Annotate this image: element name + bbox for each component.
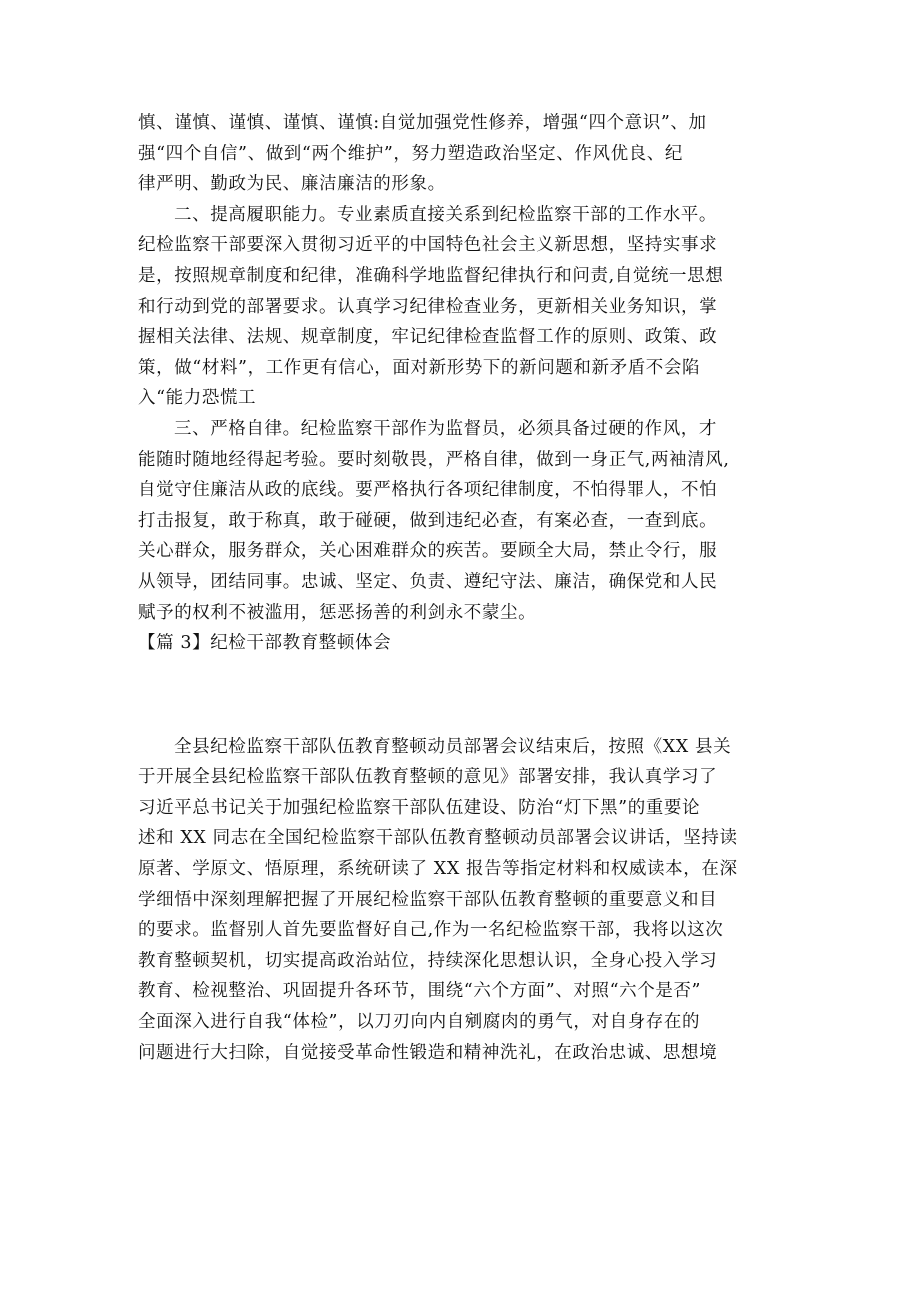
paragraph-improve-ability [138,200,788,414]
section-heading: 【篇 3】纪检干部教育整顿体会 [138,633,392,654]
document-page [138,108,788,1068]
text-line: 的要求。监督别人首先要监督好自己,作为一名纪检监察干部，我将以这次 [138,920,724,941]
text-line: 强“四个自信”、做到“两个维护”，努力塑造政治坚定、作风优良、纪 [138,143,683,164]
text-line: 教育、检视整治、巩固提升各环节，围绕“六个方面”、对照“六个是否” [138,981,702,1002]
text-line: 握相关法律、法规、规章制度，牢记纪律检查监督工作的原则、政策、政 [138,327,718,348]
text-line: 和行动到党的部署要求。认真学习纪律检查业务，更新相关业务知识，掌 [138,296,718,317]
paragraph-education-rectification [138,732,788,1069]
text-line: 关心群众，服务群众，关心困难群众的疾苦。要顾全大局，禁止令行，服 [138,541,718,562]
text-line: 全县纪检监察干部队伍教育整顿动员部署会议结束后，按照《XX 县关 [174,736,732,757]
paragraph-self-discipline [138,414,788,628]
text-line: 纪检监察干部要深入贯彻习近平的中国特色社会主义新思想，坚持实事求 [138,235,718,256]
text-line: 教育整顿契机，切实提高政治站位，持续深化思想认识，全身心投入学习 [138,950,718,971]
text-line: 二、提高履职能力。专业素质直接关系到纪检监察干部的工作水平。 [174,204,717,225]
text-line: 述和 XX 同志在全国纪检监察干部队伍教育整顿动员部署会议讲话，坚持读 [138,828,738,849]
blank-space [138,659,788,732]
text-line: 慎、谨慎、谨慎、谨慎、谨慎:自觉加强党性修养，增强“四个意识”、加 [138,113,707,133]
text-line: 入“能力恐慌工 [138,388,257,409]
text-line: 策，做“材料”，工作更有信心，面对新形势下的新问题和新矛盾不会陷 [138,357,701,378]
text-line: 赋予的权利不被滥用，惩恶扬善的利剑永不蒙尘。 [138,602,537,623]
text-line: 习近平总书记关于加强纪检监察干部队伍建设、防治“灯下黑”的重要论 [138,797,701,818]
text-line: 学细悟中深刻理解把握了开展纪检监察干部队伍教育整顿的重要意义和目 [138,889,718,910]
paragraph-continuation [138,108,788,200]
text-line: 原著、学原文、悟原理，系统研读了 XX 报告等指定材料和权威读本，在深 [138,859,738,880]
text-line: 是，按照规章制度和纪律，准确科学地监督纪律执行和问责,自觉统一思想 [138,265,724,286]
text-line: 律严明、勤政为民、廉洁廉洁的形象。 [138,174,446,195]
text-line: 三、严格自律。纪检监察干部作为监督员，必须具备过硬的作风，才 [174,418,717,439]
text-line: 全面深入进行自我“体检”，以刀刃向内自剜腐肉的勇气，对自身存在的 [138,1012,701,1033]
text-line: 从领导，团结同事。忠诚、坚定、负责、遵纪守法、廉洁，确保党和人民 [138,571,718,592]
text-line: 打击报复，敢于称真，敢于碰硬，做到违纪必查，有案必查，一查到底。 [138,510,718,531]
text-line: 问题进行大扫除，自觉接受革命性锻造和精神洗礼，在政治忠诚、思想境 [138,1042,718,1063]
text-line: 自觉守住廉洁从政的底线。要严格执行各项纪律制度，不怕得罪人，不怕 [138,480,718,501]
text-line: 能随时随地经得起考验。要时刻敬畏，严格自律，做到一身正气,两袖清风, [138,449,730,470]
text-line: 于开展全县纪检监察干部队伍教育整顿的意见》部署安排，我认真学习了 [138,767,718,788]
